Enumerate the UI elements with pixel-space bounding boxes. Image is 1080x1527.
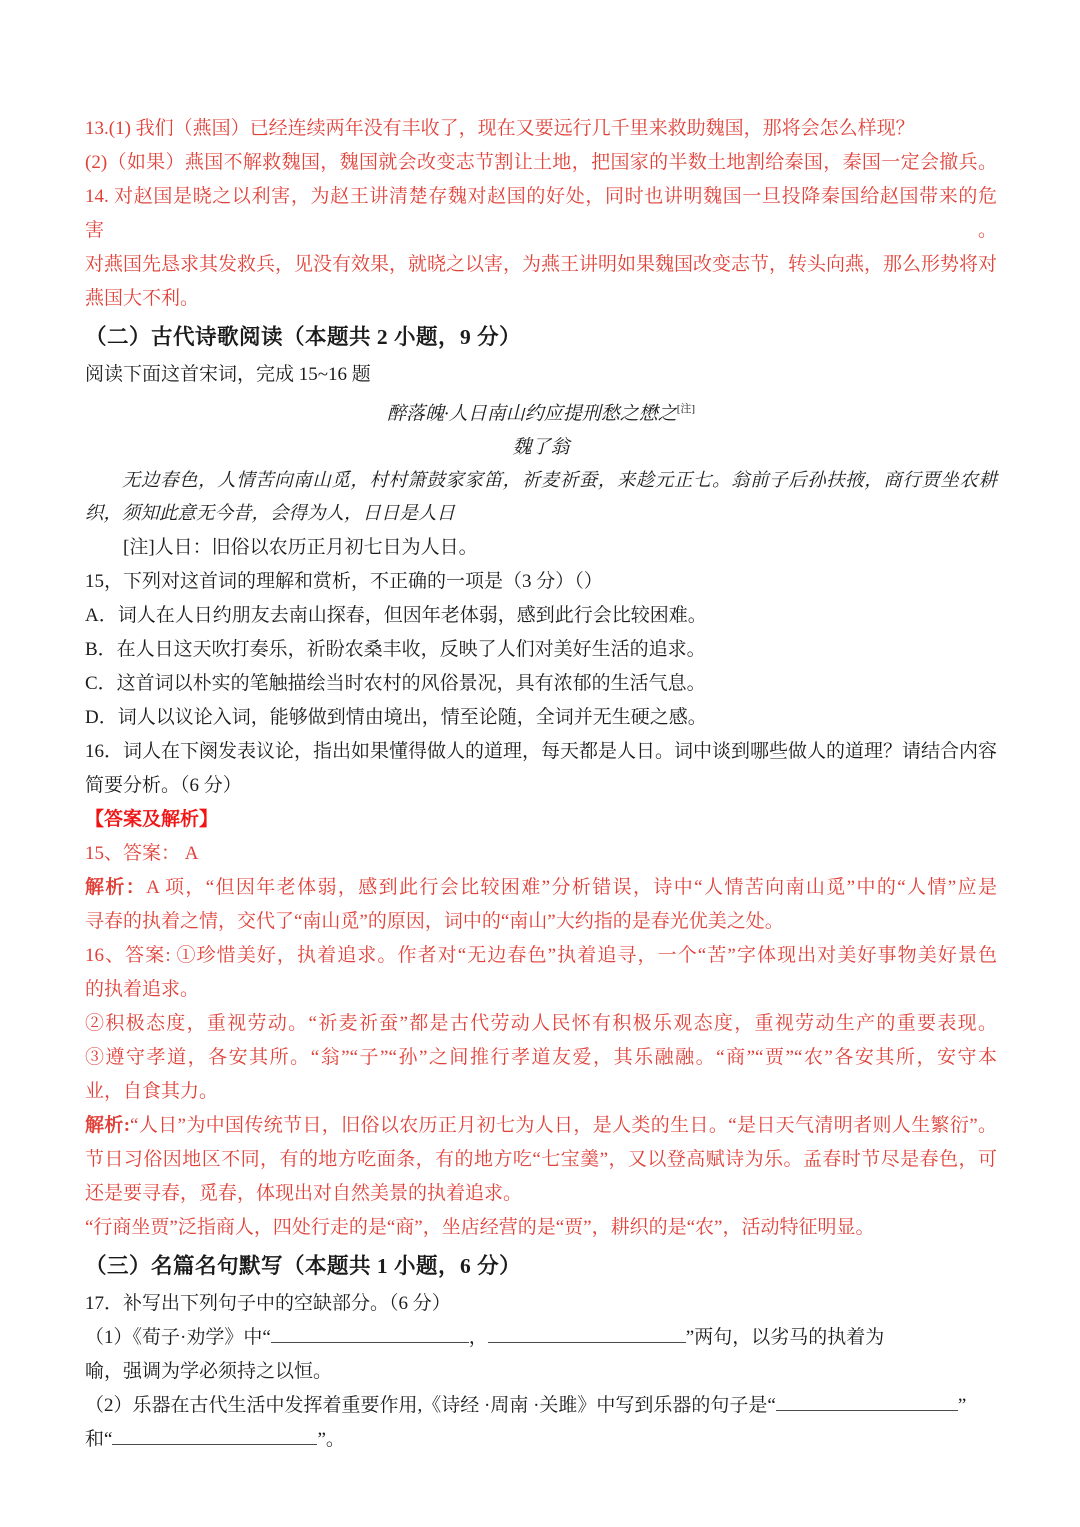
poem-line-2: 织，须知此意无今昔，会得为人，日日是人日 (85, 504, 456, 525)
q17-part3-close-quote: ”。 (317, 1429, 345, 1451)
document-content (85, 112, 997, 1457)
q17-part2-close-quote: ” (957, 1395, 967, 1417)
fill-in-blank-4 (112, 1428, 317, 1446)
reading-intro: 阅读下面这首宋词，完成 15~16 题 (85, 364, 371, 385)
analysis-label-15: 解析： (85, 877, 147, 899)
answer-16-analysis-line-3: 还是要寻春，觅春，体现出对自然美景的执着追求。 (85, 1183, 523, 1205)
answer-15: 15、答案： A (85, 843, 199, 865)
answer-13-14-line-4: 对燕国先恳求其发救兵，见没有效果，就晓之以害，为燕王讲明如果魏国改变志节，转头向燕，那么形势将对 (85, 254, 998, 275)
q15-option-a: A．词人在人日约朋友去南山探春，但因年老体弱，感到此行会比较困难。 (85, 605, 707, 627)
answer-16-line-4: ③遵守孝道，各安其所。“翁”“子”“孙”之间推行孝道友爱，其乐融融。“商”“贾”“农”各安其所，安守本 (85, 1047, 997, 1069)
q17-part1-continuation: 喻，强调为学必须持之以恒。 (85, 1361, 333, 1383)
q17-part1-separator: ， (468, 1327, 488, 1349)
answer-16-line-3: ②积极态度，重视劳动。“祈麦祈蚕”都是古代劳动人民怀有积极乐观态度，重视劳动生产的重要表现。 (85, 1013, 997, 1035)
section-3-heading: （三）名篇名句默写（本题共 1 小题，6 分） (85, 1254, 522, 1279)
q17-stem: 17．补写出下列句子中的空缺部分。（6 分） (85, 1293, 451, 1315)
answer-16-analysis-line-4: “行商坐贾”泛指商人，四处行走的是“商”，坐店经营的是“贾”，耕织的是“农”，活动特征明显。 (85, 1217, 875, 1239)
answer-16-analysis-text-1: “人日”为中国传统节日，旧俗以农历正月初七为人日，是人类的生日。“是日天气清明者则人生繁衍”。 (130, 1115, 997, 1137)
q15-option-d: D．词人以议论入词，能够做到情由境出，情至论随，全词并无生硬之感。 (85, 707, 707, 729)
poem-note: [注]人日：旧俗以农历正月初七日为人日。 (123, 537, 478, 559)
fill-in-blank-1 (271, 1326, 469, 1344)
answer-13-14-line-2: (2)（如果）燕国不解救魏国，魏国就会改变志节割让土地，把国家的半数土地割给秦国，秦国一定会撤兵。 (85, 152, 997, 173)
answer-16-analysis-line-1 (85, 1109, 997, 1143)
q17-part2-prefix: （2）乐器在古代生活中发挥着重要作用,《诗经 ·周南 ·关雎》中写到乐器的句子是“ (85, 1395, 776, 1417)
q15-option-c: C．这首词以朴实的笔触描绘当时农村的风俗景况，具有浓郁的生活气息。 (85, 673, 706, 695)
q17-part1-prefix: （1）《荀子·劝学》中“ (85, 1327, 271, 1349)
poem-line-1: 无边春色，人情苦向南山觅，村村箫鼓家家笛，祈麦祈蚕，来趁元正七。翁前子后孙扶掖，商行贾坐农耕 (122, 471, 997, 492)
answer-16-line-2: 的执着追求。 (85, 979, 200, 1001)
answer-16-line-5: 业，自食其力。 (85, 1081, 219, 1103)
analysis-label-16: 解析: (85, 1115, 131, 1137)
q17-part3-line (85, 1423, 997, 1457)
q17-part3-prefix: 和“ (85, 1429, 113, 1451)
answer-16-analysis-line-2: 节日习俗因地区不同，有的地方吃面条，有的地方吃“七宝羹”，又以登高赋诗为乐。孟春时节尽是春色，可 (85, 1149, 997, 1171)
answer-key-header: 【答案及解析】 (85, 809, 219, 831)
poem-title: 醉落魄·人日南山约应提刑愁之懋之 (386, 403, 677, 425)
answer-15-analysis-text-1: A 项，“但因年老体弱，感到此行会比较困难”分析错误，诗中“人情苦向南山觅”中的“人情”应是 (146, 877, 997, 899)
poem-title-note: [注] (676, 403, 696, 415)
poem-author: 魏了翁 (512, 437, 570, 459)
fill-in-blank-3 (776, 1394, 958, 1412)
section-2-heading: （二）古代诗歌阅读（本题共 2 小题，9 分） (85, 325, 522, 349)
q15-option-b: B．在人日这天吹打奏乐，祈盼农桑丰收，反映了人们对美好生活的追求。 (85, 639, 706, 661)
poem-title-line (85, 392, 997, 431)
q16-line-2: 简要分析。（6 分） (85, 775, 242, 797)
answer-13-14-line-1: 13.(1) 我们（燕国）已经连续两年没有丰收了，现在又要远行几千里来救助魏国，那将会怎么样现？ (85, 118, 915, 139)
answer-13-14-line-5: 燕国大不利。 (85, 288, 200, 309)
q15-stem: 15，下列对这首词的理解和赏析，不正确的一项是（3 分）（） (85, 571, 603, 593)
answer-13-14-line-3: 14. 对赵国是晓之以利害，为赵王讲清楚存魏对赵国的好处，同时也讲明魏国一旦投降秦国给赵国带来的危害。 (85, 186, 997, 241)
q17-part1-suffix: ”两句，以劣马的执着为 (685, 1327, 885, 1349)
answer-16-line-1: 16、答案: ①珍惜美好，执着追求。作者对“无边春色”执着追寻，一个“苦”字体现出对美好事物美好景色 (85, 945, 997, 967)
answer-15-analysis-line-1 (85, 871, 997, 905)
q17-part2-line (85, 1389, 997, 1423)
q16-line-1: 16．词人在下阕发表议论，指出如果懂得做人的道理，每天都是人日。词中谈到哪些做人的道理？请结合内容 (85, 741, 998, 763)
q17-part1-line (85, 1321, 997, 1355)
answer-15-analysis-line-2: 寻春的执着之情，交代了“南山觅”的原因，词中的“南山”大约指的是春光优美之处。 (85, 911, 784, 933)
fill-in-blank-2 (488, 1326, 686, 1344)
